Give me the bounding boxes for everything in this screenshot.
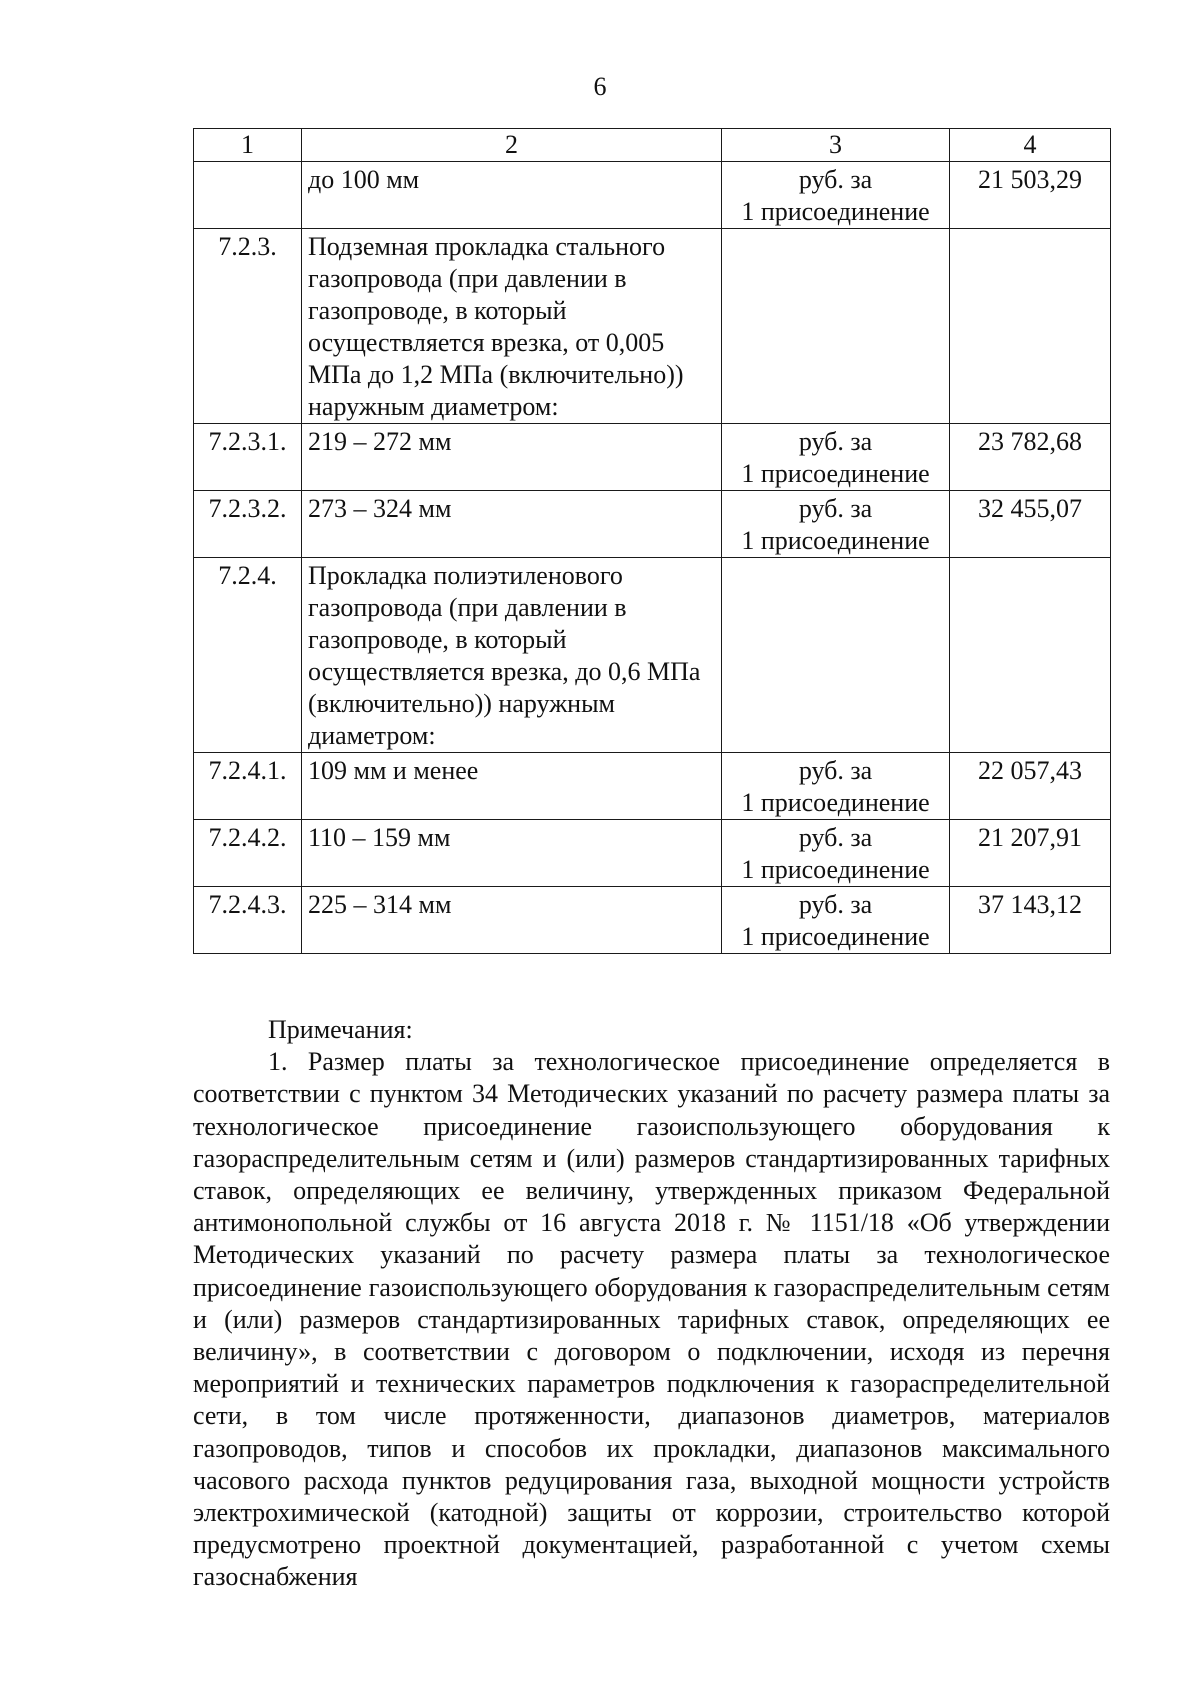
row-description: Подземная прокладка стального газопровода (при давлении в газопроводе, в который осуществляется врезка, от 0,005 МПа до 1,2 МПа (включительно)) наружным диаметром:: [302, 229, 722, 424]
column-header-4: 4: [950, 129, 1111, 162]
row-description: 109 мм и менее: [302, 753, 722, 820]
table-row: [194, 753, 1111, 820]
column-header-1: 1: [194, 129, 302, 162]
row-number: 7.2.3.2.: [194, 491, 302, 558]
row-number: [194, 162, 302, 229]
row-unit: [722, 558, 950, 753]
row-unit: руб. за 1 присоединение: [722, 820, 950, 887]
tariff-table: [193, 128, 1111, 954]
row-unit: руб. за 1 присоединение: [722, 162, 950, 229]
row-value: [950, 229, 1111, 424]
row-unit: руб. за 1 присоединение: [722, 424, 950, 491]
row-value: 21 503,29: [950, 162, 1111, 229]
notes-title: Примечания:: [268, 1015, 413, 1044]
row-unit: [722, 229, 950, 424]
row-number: 7.2.4.2.: [194, 820, 302, 887]
row-value: 32 455,07: [950, 491, 1111, 558]
row-value: 23 782,68: [950, 424, 1111, 491]
row-description: до 100 мм: [302, 162, 722, 229]
row-number: 7.2.3.1.: [194, 424, 302, 491]
row-value: 22 057,43: [950, 753, 1111, 820]
row-value: 37 143,12: [950, 887, 1111, 954]
table-row: [194, 162, 1111, 229]
table-header-row: [194, 129, 1111, 162]
page-number: 6: [593, 72, 607, 101]
row-number: 7.2.4.1.: [194, 753, 302, 820]
row-description: 219 – 272 мм: [302, 424, 722, 491]
column-header-3: 3: [722, 129, 950, 162]
row-value: [950, 558, 1111, 753]
row-value: 21 207,91: [950, 820, 1111, 887]
row-description: Прокладка полиэтиленового газопровода (при давлении в газопроводе, в который осуществляется врезка, до 0,6 МПа (включительно)) наружным диаметром:: [302, 558, 722, 753]
row-description: 225 – 314 мм: [302, 887, 722, 954]
row-unit: руб. за 1 присоединение: [722, 753, 950, 820]
table-row: [194, 887, 1111, 954]
column-header-2: 2: [302, 129, 722, 162]
row-number: 7.2.4.3.: [194, 887, 302, 954]
table-row: [194, 229, 1111, 424]
table-row: [194, 820, 1111, 887]
table-row: [194, 558, 1111, 753]
row-unit: руб. за 1 присоединение: [722, 491, 950, 558]
row-unit: руб. за 1 присоединение: [722, 887, 950, 954]
row-number: 7.2.4.: [194, 558, 302, 753]
notes-section: [193, 1014, 1110, 1594]
row-description: 273 – 324 мм: [302, 491, 722, 558]
table-row: [194, 424, 1111, 491]
row-number: 7.2.3.: [194, 229, 302, 424]
note-paragraph: 1. Размер платы за технологическое присоединение определяется в соответствии с пунктом 34 Методических указаний по расчету размера платы за технологическое присоединение газоиспользующего оборудования к газораспределительным сетям и (или) размеров стандартизированных тарифных ставок, определяющих ее величину, утвержденных приказом Федеральной антимонопольной службы от 16 августа 2018 г. № 1151/18 «Об утверждении Методических указаний по расчету размера платы за технологическое присоединение газоиспользующего оборудования к газораспределительным сетям и (или) размеров стандартизированных тарифных ставок, определяющих ее величину», в соответствии с договором о подключении, исходя из перечня мероприятий и технических параметров подключения к газораспределительной сети, в том числе протяженности, диапазонов диаметров, материалов газопроводов, типов и способов их прокладки, диапазонов максимального часового расхода пунктов редуцирования газа, выходной мощности устройств электрохимической (катодной) защиты от коррозии, строительство которой предусмотрено проектной документацией, разработанной с учетом схемы газоснабжения: [193, 1047, 1110, 1592]
row-description: 110 – 159 мм: [302, 820, 722, 887]
table-row: [194, 491, 1111, 558]
